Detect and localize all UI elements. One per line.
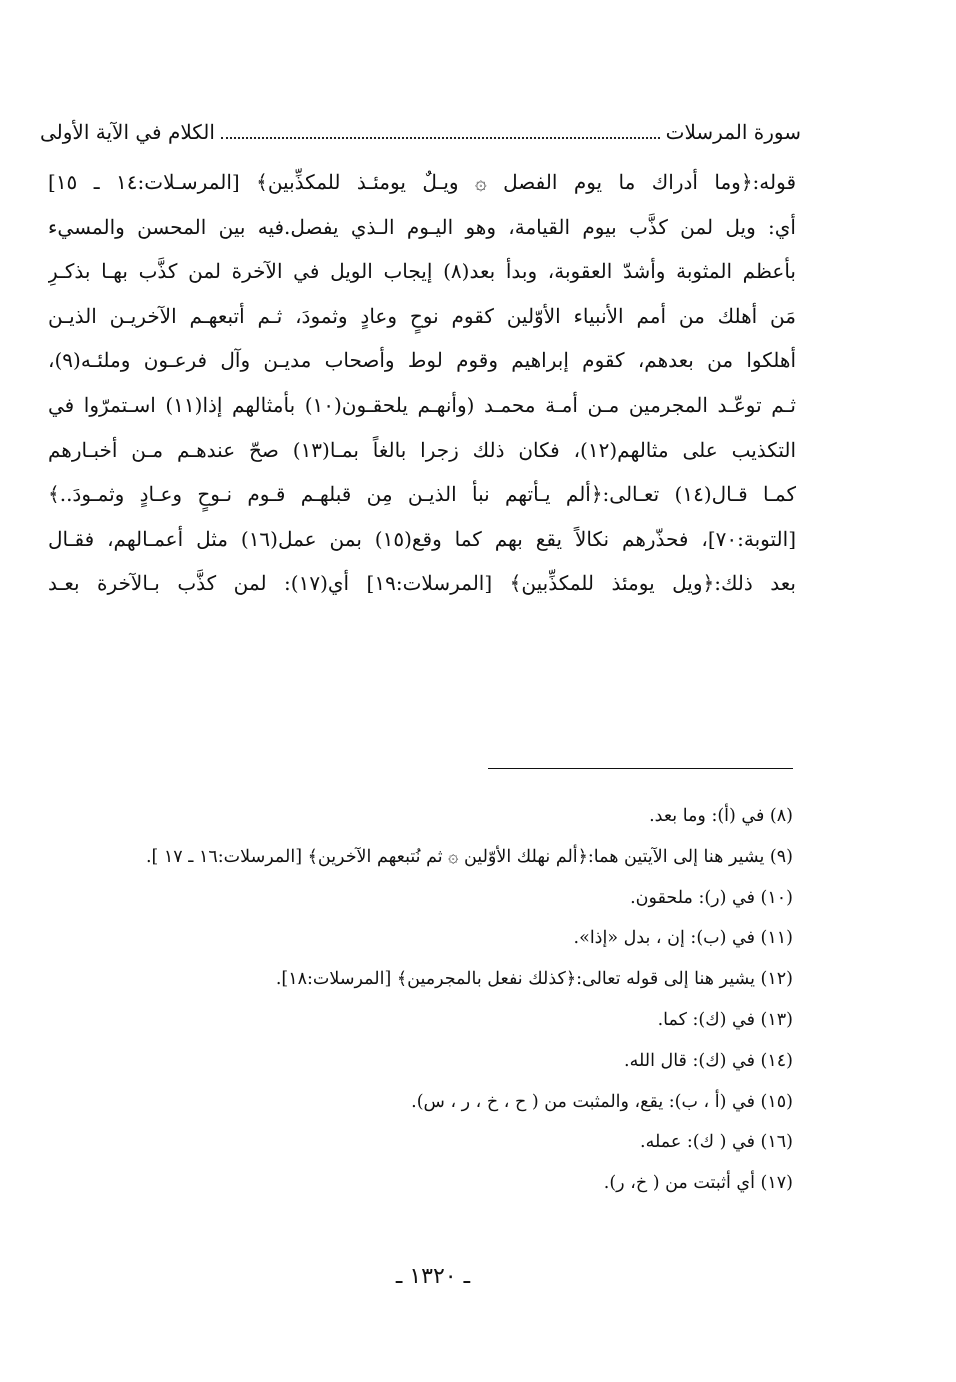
body-line: ثـم توعّـد المجرمين مـن أمـة محمـد (وأنهـم يلحقـون(١٠) بأمثالهم إذا(١١) اسـتمرّوا في xyxy=(48,392,796,417)
footnote-item: (١٤) في (ك): قال الله. xyxy=(624,1050,793,1071)
body-line: كمـا قـال(١٤) تعـالى:﴿ألم يـأتهم نبأ الذيـن مِن قبلهـم قـوم نـوحٍ وعـادٍ وثمـودَ..﴾ xyxy=(48,482,796,507)
header-surah-title: سورة المرسلات xyxy=(665,120,801,144)
header-dot-leader xyxy=(221,136,660,139)
body-line: أي: ويل لمن كذَّب بيوم القيامة، وهو اليـوم الـذي يفصل.فيه بين المحسن والمسيء xyxy=(48,214,796,239)
footnote-item: (١٢) يشير هنا إلى قوله تعالى:﴿كذلك نفعل بالمجرمين﴾ [المرسلات:١٨]. xyxy=(275,969,793,990)
footnote-item: (١٠) في (ر): ملحقون. xyxy=(630,887,793,908)
running-header xyxy=(40,112,801,146)
body-line: أهلكوا من بعدهم، كقوم إبراهيم وقوم لوط وأصحاب مديـن وآل فرعـون وملئـه(٩)، xyxy=(48,348,796,373)
body-line: قوله:﴿وما أدراك ما يوم الفصل ۞ ويـلٌ يومئـذ للمكذِّبين﴾ [المرسـلات:١٤ ـ ١٥] xyxy=(48,170,796,194)
footnote-item: (٨) في (أ): وما بعد. xyxy=(649,806,793,826)
footnote-item: (١٣) في (ك): كما. xyxy=(657,1009,793,1030)
footnote-item: (١٦) في ( ك): عمله. xyxy=(640,1132,793,1153)
footnote-item: (١١) في (ب): إن ، بدل «إذا». xyxy=(573,928,793,949)
page-number: ـ ١٣٢٠ ـ xyxy=(395,1264,471,1289)
body-line: بأعظم المثوبة وأشدّ العقوبة، وبدأ بعد(٨) إيجاب الويل في الآخرة لمن كذَّب بهـا بذكـرِ xyxy=(48,259,796,284)
body-line: [التوبة:٧٠]، فحذّرهم نكالاً يقع بهم كما وقع(١٥) بمن عمل(١٦) مثل أعمـالهم، فقـال xyxy=(48,526,796,551)
footnote-item: (١٧) أي أثبتت من ( خ، ر). xyxy=(603,1173,793,1194)
footnote-item: (١٥) في (أ ، ب): يقع، والمثبت من ( ح ، خ ، ر ، س). xyxy=(411,1091,793,1112)
body-line: مَن أهلك من أمم الأنبياء الأوّلين كقوم نوحٍ وعادٍ وثمودَ، ثـم أتبعهـم الآخريـن الذيـن xyxy=(48,303,796,328)
footnote-item: (٩) يشير هنا إلى الآيتين هما:﴿ألم نهلك الأوّلين ۞ ثم نُتبعهم الآخرين﴾ [المرسلات:١٦ ـ ١٧ ]. xyxy=(145,846,793,867)
body-line: التكذيب على مثالهم(١٢)، فكان ذلك زجرا بالغاً بمـا(١٣) صحّ عندهـم مـن أخبـارهم xyxy=(48,437,796,462)
header-section-title: الكلام في الآية الأولى xyxy=(40,120,215,144)
footnotes-list xyxy=(40,796,793,1204)
body-text xyxy=(48,160,796,606)
footnote-separator xyxy=(488,768,793,769)
body-line: بعد ذلك:﴿ويل يومئذ للمكذِّبين﴾ [المرسلات:١٩] أي(١٧): لمن كذَّب بـالآخرة بعـد xyxy=(48,571,796,596)
